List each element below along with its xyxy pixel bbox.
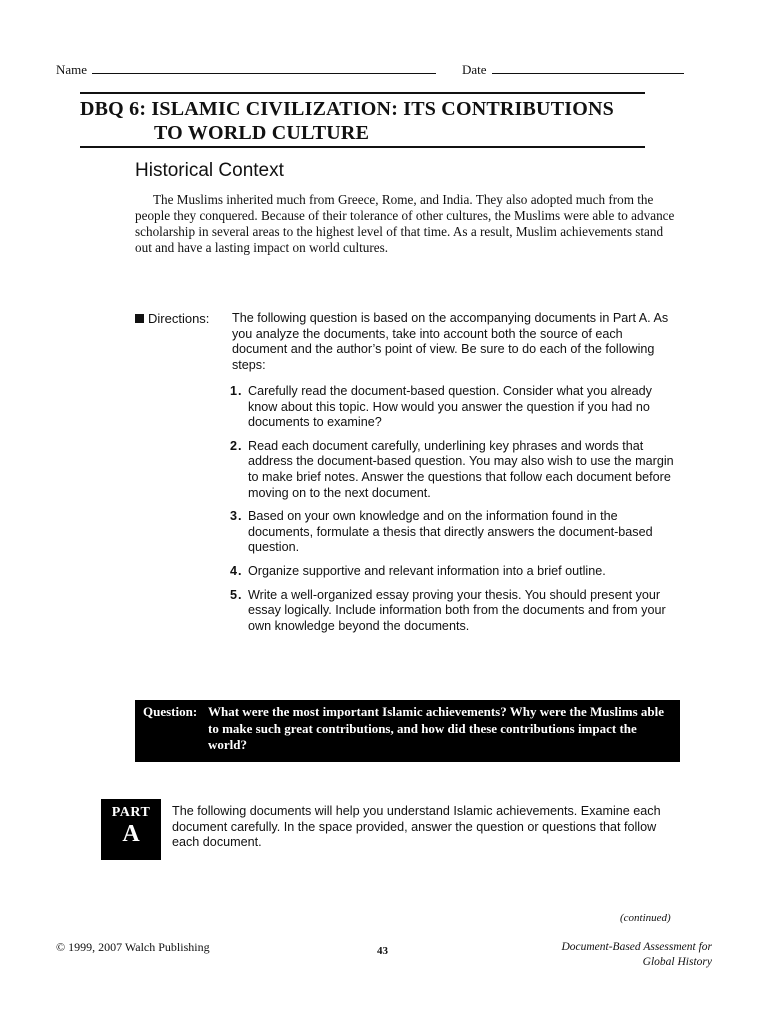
name-field (56, 60, 436, 78)
page-number: 43 (377, 945, 388, 957)
step-item (230, 509, 680, 556)
directions-label (135, 311, 209, 326)
step-text: Carefully read the document-based question. Consider what you already know about this topic. How would you answer the question if you had no documents to examine? (248, 384, 652, 430)
part-a-badge (101, 799, 161, 860)
date-blank-line[interactable] (492, 60, 684, 74)
date-label: Date (462, 62, 487, 77)
question-box (135, 700, 680, 762)
directions-intro: The following question is based on the accompanying documents in Part A. As you analyze the documents, take into account both the source of each document and the author’s point of view. Be sure to do each of the following steps: (232, 311, 669, 372)
part-letter: A (122, 821, 140, 847)
step-item (230, 564, 680, 580)
part-word: PART (111, 805, 151, 820)
page-title (80, 97, 660, 145)
continued-note: (continued) (620, 912, 671, 924)
step-number: 2. (230, 438, 243, 453)
steps-list (230, 384, 680, 642)
document-series-title (500, 940, 712, 970)
step-number: 5. (230, 587, 243, 602)
name-label: Name (56, 62, 88, 77)
historical-context-body: The Muslims inherited much from Greece, Rome, and India. They also adopted much from the people they conquered. Because of their tolerance of other cultures, the Muslims were able to advance scholarship in several areas to the highest level of that time. As a result, Muslim achievements stand out and have a lasting impact on world cultures. (135, 192, 675, 255)
title-line-1: DBQ 6: ISLAMIC CIVILIZATION: ITS CONTRIBUTIONS (80, 98, 614, 120)
square-bullet-icon (135, 314, 144, 323)
title-bottom-rule (80, 146, 645, 148)
step-text: Based on your own knowledge and on the information found in the documents, formulate a thesis that directly answers the document-based question. (248, 509, 653, 555)
directions-label-text: Directions: (148, 311, 210, 326)
step-text: Write a well-organized essay proving your thesis. You should present your essay logically. Include information both from the documents and from your own knowledge beyond the documents. (248, 587, 666, 633)
step-item (230, 384, 680, 431)
copyright: © 1999, 2007 Walch Publishing (56, 940, 210, 954)
name-blank-line[interactable] (92, 60, 436, 74)
question-label: Question: (143, 704, 198, 719)
step-number: 4. (230, 563, 243, 578)
step-item (230, 588, 680, 635)
part-a-instructions: The following documents will help you understand Islamic achievements. Examine each document carefully. In the space provided, answer the question or questions that follow each document. (172, 804, 661, 850)
step-item (230, 439, 680, 501)
date-field (462, 60, 684, 78)
step-text: Organize supportive and relevant information into a brief outline. (248, 563, 606, 578)
step-number: 1. (230, 384, 243, 398)
series-title-line-2: Global History (642, 956, 712, 968)
step-number: 3. (230, 509, 243, 524)
historical-context-heading: Historical Context (135, 160, 284, 181)
question-text: What were the most important Islamic achievements? Why were the Muslims able to make such great contributions, and how did these contributions impact the world? (208, 704, 665, 752)
title-line-2: TO WORLD CULTURE (154, 122, 370, 144)
series-title-line-1: Document-Based Assessment for (561, 941, 712, 953)
step-text: Read each document carefully, underlining key phrases and words that address the document-based question. You may also wish to use the margin to make brief notes. Answer the questions that follow each document before moving on to the next document. (248, 438, 674, 500)
title-top-rule (80, 92, 645, 94)
